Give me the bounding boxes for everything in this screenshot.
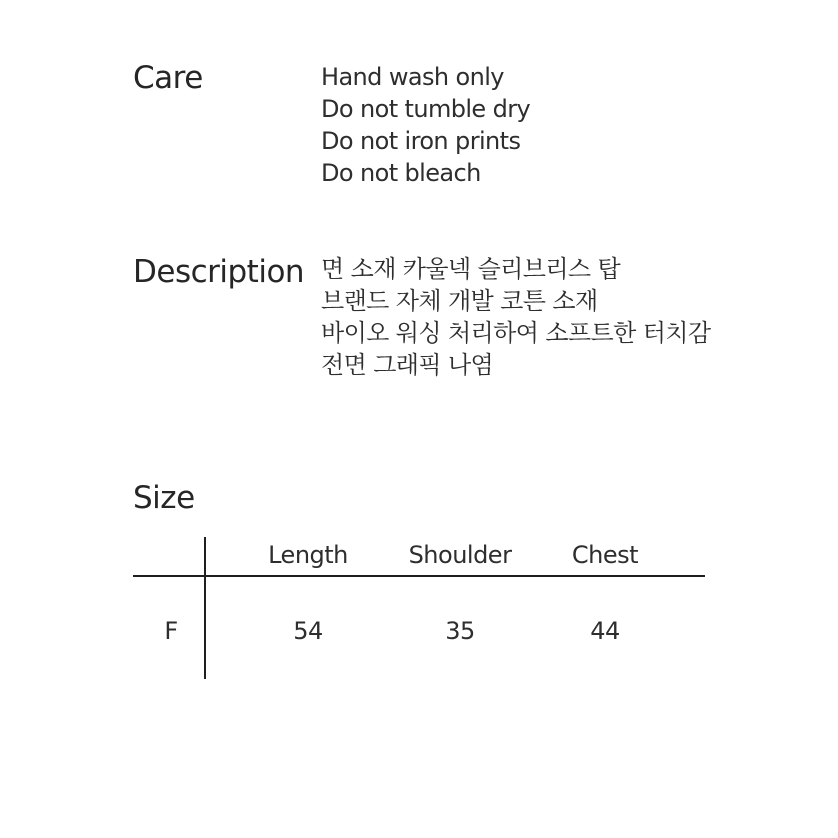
- care-line: Hand wash only: [321, 63, 504, 91]
- cell-chest: 44: [590, 617, 620, 645]
- column-header-shoulder: Shoulder: [408, 541, 512, 569]
- care-line: Do not tumble dry: [321, 95, 531, 123]
- care-instructions-list: [321, 61, 530, 189]
- description-heading: Description: [133, 254, 305, 290]
- description-line: 바이오 워싱 처리하여 소프트한 터치감: [321, 319, 711, 347]
- row-label-size: F: [164, 617, 178, 645]
- column-header-length: Length: [268, 541, 348, 569]
- care-line: Do not iron prints: [321, 127, 521, 155]
- description-line: 브랜드 자체 개발 코튼 소재: [321, 287, 598, 315]
- description-list: [321, 253, 710, 381]
- care-heading: Care: [133, 60, 203, 96]
- cell-shoulder: 35: [445, 617, 475, 645]
- table-vertical-divider: [204, 537, 206, 679]
- description-line: 전면 그래픽 나염: [321, 351, 494, 379]
- description-line: 면 소재 카울넥 슬리브리스 탑: [321, 255, 621, 283]
- size-heading: Size: [133, 480, 195, 516]
- table-horizontal-divider: [133, 575, 705, 577]
- column-header-chest: Chest: [571, 541, 639, 569]
- care-line: Do not bleach: [321, 159, 481, 187]
- size-table: [133, 537, 705, 679]
- cell-length: 54: [293, 617, 323, 645]
